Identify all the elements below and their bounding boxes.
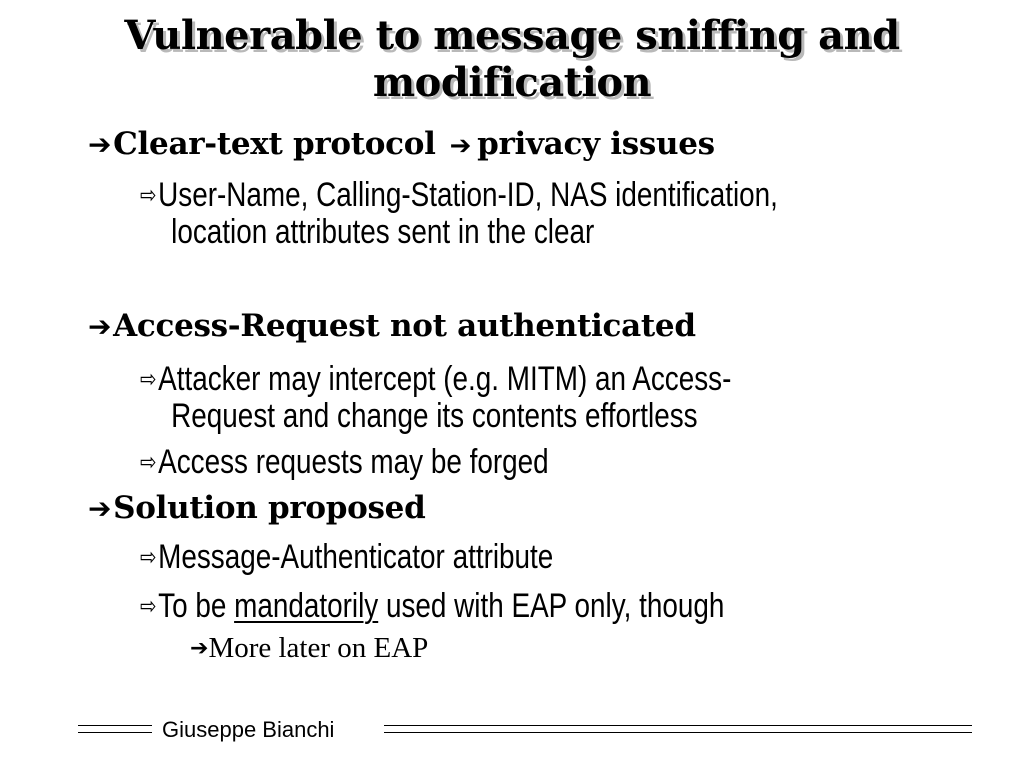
hollow-right-arrow-icon: ⇨ xyxy=(140,365,157,393)
slide-title: Vulnerable to message sniffing and modification xyxy=(124,12,900,106)
sub-bullet-text: used with EAP only, though xyxy=(385,587,725,625)
right-arrow-icon: ➔ xyxy=(449,131,472,161)
sub-bullet-text: location attributes sent in the clear xyxy=(171,213,595,251)
sub-bullet-text: Attacker may intercept (e.g. MITM) an Access- xyxy=(158,360,732,398)
footer-rule-right xyxy=(384,725,972,733)
underlined-text: mandatorily xyxy=(234,587,379,625)
hollow-right-arrow-icon: ⇨ xyxy=(140,448,157,476)
footer-rule-left xyxy=(78,725,152,733)
hollow-right-arrow-icon: ⇨ xyxy=(140,181,157,209)
bullet-text: Access-Request not authenticated xyxy=(113,308,696,344)
bullet-access-request xyxy=(88,308,696,344)
hollow-right-arrow-icon: ⇨ xyxy=(140,543,157,571)
sub-bullet-user-name xyxy=(140,177,927,251)
sub-bullet-message-authenticator xyxy=(140,539,927,576)
sub-bullet-text: Request and change its contents effortless xyxy=(171,397,698,435)
bullet-text: Clear-text protocol xyxy=(113,126,436,162)
sub-bullet-text: Access requests may be forged xyxy=(158,443,549,481)
right-arrow-icon: ➔ xyxy=(88,492,112,525)
bullet-clear-text-protocol xyxy=(88,126,715,162)
hollow-right-arrow-icon: ⇨ xyxy=(140,592,157,620)
bullet-text: privacy issues xyxy=(477,126,715,162)
footer-author: Giuseppe Bianchi xyxy=(162,717,335,742)
sub-bullet-mandatorily xyxy=(140,588,927,625)
sub-bullet-forged xyxy=(140,444,927,481)
sub-bullet-attacker xyxy=(140,361,927,435)
right-arrow-icon: ➔ xyxy=(88,310,112,343)
bullet-solution-proposed xyxy=(88,490,425,526)
right-arrow-icon: ➔ xyxy=(190,636,209,661)
right-arrow-icon: ➔ xyxy=(88,128,112,161)
sub-bullet-text: User-Name, Calling-Station-ID, NAS identification, xyxy=(158,176,778,214)
bullet-text: Solution proposed xyxy=(113,490,426,526)
sub-sub-bullet-text: More later on EAP xyxy=(208,632,429,664)
sub-sub-bullet-more-later xyxy=(190,632,428,665)
sub-bullet-text: Message-Authenticator attribute xyxy=(158,538,554,576)
sub-bullet-text: To be xyxy=(158,587,227,625)
